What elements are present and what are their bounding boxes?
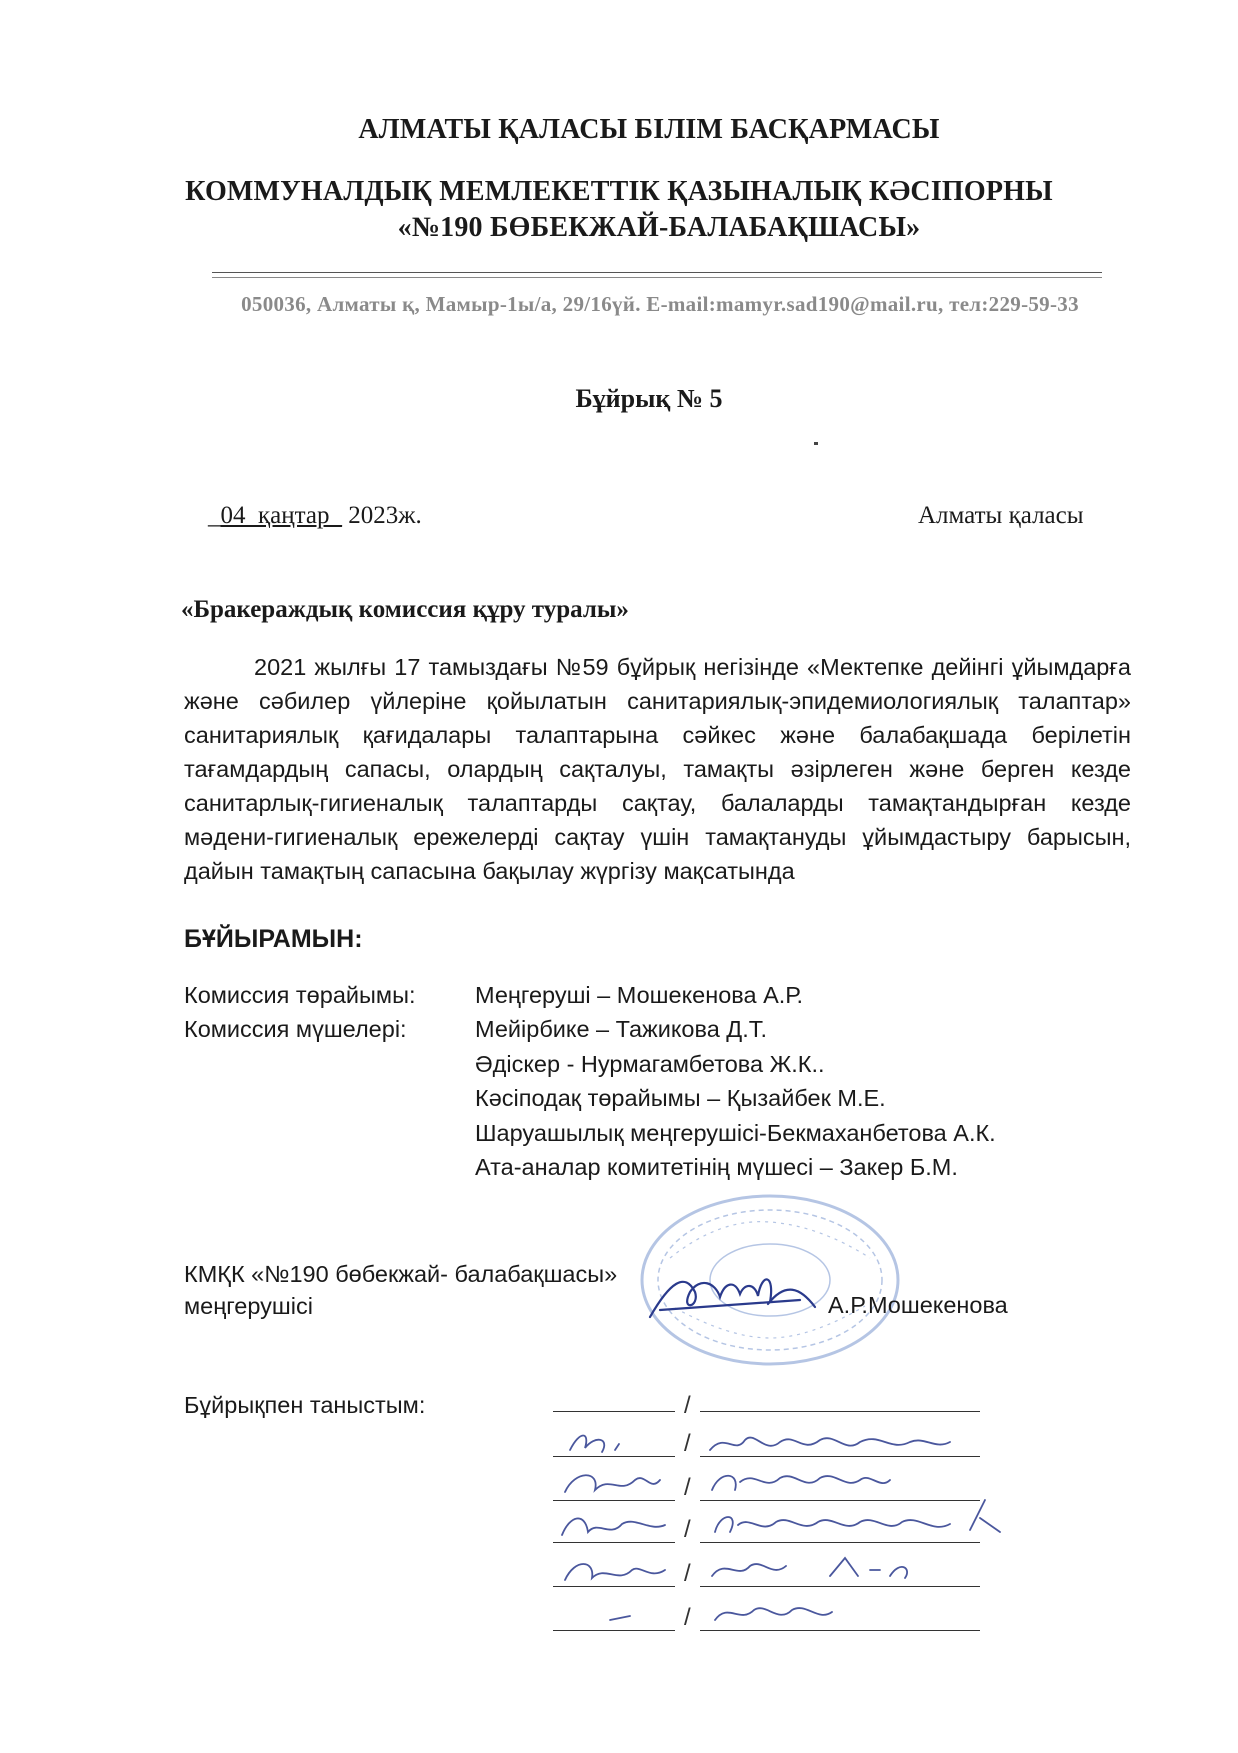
signature-line (553, 1411, 675, 1412)
slash-separator: / (684, 1474, 691, 1501)
slash-separator: / (684, 1430, 691, 1457)
org-header-line1: АЛМАТЫ ҚАЛАСЫ БІЛІМ БАСҚАРМАСЫ (358, 114, 940, 145)
handwritten-acknowledgements (540, 1420, 1080, 1650)
order-title: Бұйрық № 5 (575, 384, 723, 413)
org-header-line2: КОММУНАЛДЫҚ МЕМЛЕКЕТТІК ҚАЗЫНАЛЫҚ КӘСІПОРНЫ (185, 176, 1053, 207)
order-date-year: 2023ж. (348, 502, 422, 529)
order-body (184, 650, 1131, 888)
acquainted-label: Бұйрықпен таныстым: (184, 1392, 426, 1418)
commission-chair-label: Комиссия төрайымы: (184, 982, 416, 1008)
director-signature (640, 1262, 840, 1332)
org-address: 050036, Алматы қ, Мамыр-1ы/а, 29/16үй. E-mail:mamyr.sad190@mail.ru, тел:229-59-33 (241, 292, 1079, 316)
commission-members-label: Комиссия мүшелері: (184, 1016, 407, 1042)
slash-separator: / (684, 1604, 691, 1631)
order-date-prefix: _ (208, 502, 221, 529)
order-body-text: 2021 жылғы 17 тамыздағы №59 бұйрық негізінде «Мектепке дейінгі ұйымдарға және сәбилер үйлеріне қойылатын санитариялық-эпидемиологиялық талаптар» санитариялық қағидалары талаптарына сәйкес және балабақшада берілетін тағамдардың сапасы, олардың сақталуы, тамақты әзірлеген және берген кезде санитарлық-гигиеналық талаптарды сақтау, балаларды тамақтандырған кезде мәдени-гигиеналық ережелерді сақтау үшін тамақтануды ұйымдастыру барысын, дайын тамақтың сапасына бақылау жүргізу мақсатында (184, 654, 1131, 884)
signer-org: КМҚК «№190 бөбекжай- балабақшасы» (184, 1261, 618, 1287)
order-city: Алматы қаласы (918, 502, 1084, 529)
header-rule (212, 272, 1102, 273)
signer-name: А.Р.Мошекенова (828, 1292, 1008, 1318)
slash-separator: / (684, 1516, 691, 1543)
slash-separator: / (684, 1392, 691, 1419)
commission-member: Ата-аналар комитетінің мүшесі – Закер Б.М. (475, 1154, 958, 1180)
order-date-day-month: 04_қаңтар_ (220, 502, 342, 529)
commission-member: Кәсіподақ төрайымы – Қызайбек М.Е. (475, 1085, 886, 1111)
commission-member: Әдіскер - Нурмагамбетова Ж.К.. (475, 1051, 825, 1077)
order-subject: «Бракераждық комиссия құру туралы» (181, 596, 629, 623)
header-rule-thin (212, 277, 1102, 278)
name-line (700, 1411, 980, 1412)
slash-separator: / (684, 1560, 691, 1587)
commission-member: Мейірбике – Тажикова Д.Т. (475, 1016, 768, 1042)
order-decree: БҰЙЫРАМЫН: (184, 925, 363, 953)
org-header-line3: «№190 БӨБЕКЖАЙ-БАЛАБАҚШАСЫ» (397, 212, 921, 243)
commission-member: Шаруашылық меңгерушісі-Бекмаханбетова А.К. (475, 1120, 996, 1146)
signer-role: меңгерушісі (184, 1293, 313, 1319)
order-date (208, 502, 422, 530)
signer-block (184, 1258, 617, 1322)
commission-chair-value: Меңгеруші – Мошекенова А.Р. (475, 982, 804, 1008)
speck (814, 442, 818, 445)
